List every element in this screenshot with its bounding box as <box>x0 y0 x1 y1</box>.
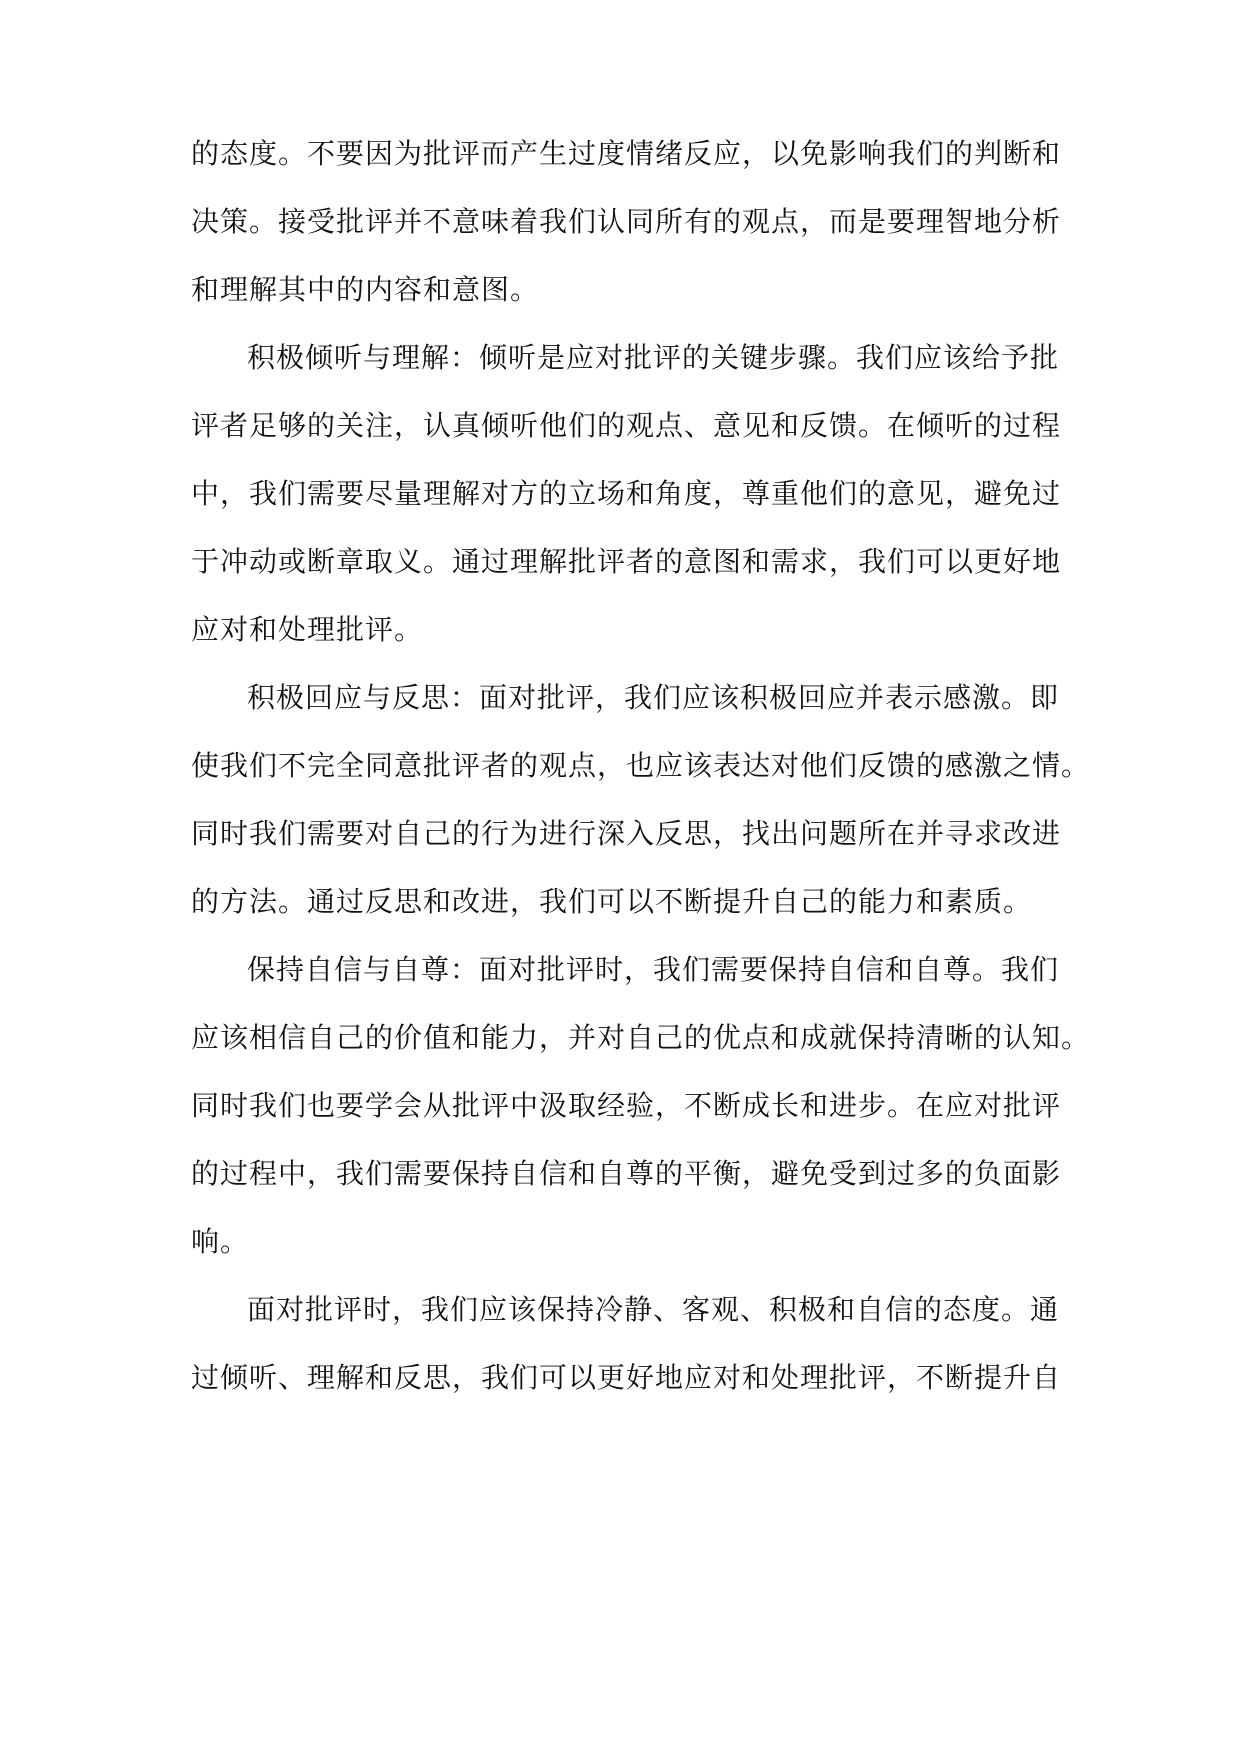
paragraph-3-line-3: 同时我们需要对自己的行为进行深入反思，找出问题所在并寻求改进 <box>191 817 1062 850</box>
paragraph-4-line-2: 应该相信自己的价值和能力，并对自己的优点和成就保持清晰的认知。 <box>191 1021 1091 1054</box>
paragraph-2-line-2: 评者足够的关注，认真倾听他们的观点、意见和反馈。在倾听的过程 <box>191 409 1062 442</box>
paragraph-4-line-5: 响。 <box>191 1225 250 1258</box>
paragraph-3-line-4: 的方法。通过反思和改进，我们可以不断提升自己的能力和素质。 <box>191 885 1033 918</box>
paragraph-3-line-2: 使我们不完全同意批评者的观点，也应该表达对他们反馈的感激之情。 <box>191 749 1091 782</box>
paragraph-4-line-3: 同时我们也要学会从批评中汲取经验，不断成长和进步。在应对批评 <box>191 1089 1062 1122</box>
paragraph-5-line-1: 面对批评时，我们应该保持冷静、客观、积极和自信的态度。通 <box>247 1293 1060 1326</box>
paragraph-4-line-1: 保持自信与自尊：面对批评时，我们需要保持自信和自尊。我们 <box>247 953 1060 986</box>
paragraph-2-line-4: 于冲动或断章取义。通过理解批评者的意图和需求，我们可以更好地 <box>191 545 1062 578</box>
paragraph-5-line-2: 过倾听、理解和反思，我们可以更好地应对和处理批评，不断提升自 <box>191 1361 1062 1394</box>
paragraph-2-line-3: 中，我们需要尽量理解对方的立场和角度，尊重他们的意见，避免过 <box>191 477 1062 510</box>
paragraph-2-line-5: 应对和处理批评。 <box>191 613 424 646</box>
paragraph-2-line-1: 积极倾听与理解：倾听是应对批评的关键步骤。我们应该给予批 <box>247 341 1060 374</box>
paragraph-1-line-1: 的态度。不要因为批评而产生过度情绪反应，以免影响我们的判断和 <box>191 137 1062 170</box>
paragraph-1-line-3: 和理解其中的内容和意图。 <box>191 273 540 306</box>
paragraph-3-line-1: 积极回应与反思：面对批评，我们应该积极回应并表示感激。即 <box>247 681 1060 714</box>
paragraph-4-line-4: 的过程中，我们需要保持自信和自尊的平衡，避免受到过多的负面影 <box>191 1157 1062 1190</box>
paragraph-1-line-2: 决策。接受批评并不意味着我们认同所有的观点，而是要理智地分析 <box>191 205 1062 238</box>
